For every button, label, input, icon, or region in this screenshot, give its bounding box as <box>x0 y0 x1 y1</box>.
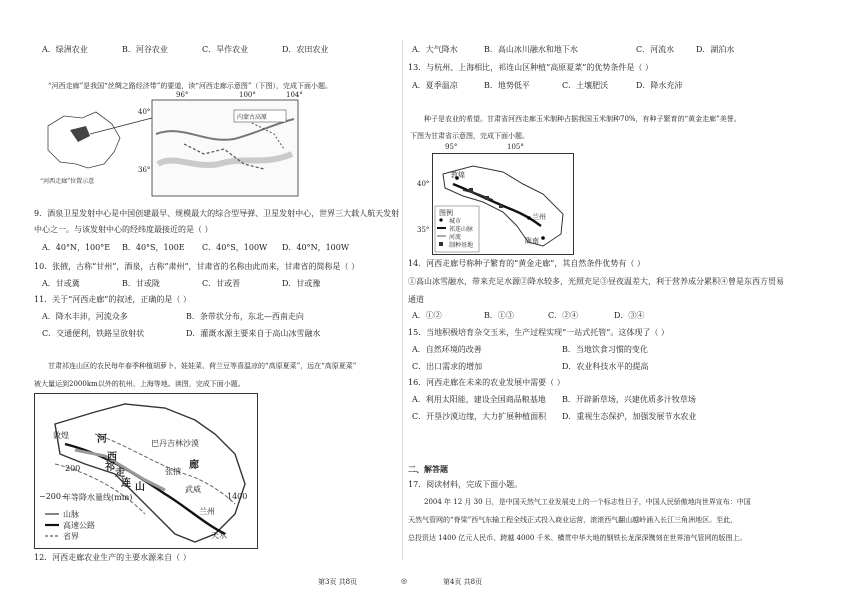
question-11-stem: 11．关于“河西走廊”的叙述，正确的是（ ） <box>34 295 191 304</box>
map2-place-tianshui: 天水 <box>211 531 227 540</box>
q16-option-a: A．利用太阳能，建设全国商品粮基地 <box>412 395 546 404</box>
map2-place-badain-jaran: 巴丹吉林沙漠 <box>151 439 199 448</box>
intro-text-3b: 下图为甘肃省示意图，完成下面小题。 <box>410 132 529 140</box>
q15-option-c: C．出口需求的增加 <box>412 362 483 371</box>
map3-place-lanzhou: 兰州 <box>532 213 546 221</box>
map1-lat-40: 40° <box>138 108 151 116</box>
map2-char-xi: 西 <box>107 452 117 463</box>
footer-center-mark: ◎ <box>401 577 408 585</box>
q10-option-b: B．甘或陇 <box>122 279 160 288</box>
map2-char-qi: 祁 <box>105 462 115 473</box>
map2-legend-prefix: ~200~ <box>39 492 68 501</box>
map1-lat-36: 36° <box>138 166 151 174</box>
map2-char-shan: 山 <box>135 482 145 493</box>
q12-option-d: D．湖泊水 <box>696 45 735 54</box>
q9-option-d: D．40°N，100W <box>282 243 350 252</box>
map2-char-he: 河 <box>97 434 107 445</box>
q12-option-c: C．河流水 <box>636 45 675 54</box>
q8-option-c: C．旱作农业 <box>202 45 249 54</box>
q12-option-a: A．大气降水 <box>412 45 458 54</box>
q14-option-c: C．②④ <box>548 311 579 320</box>
q12-option-b: B．高山冰川融水和地下水 <box>484 45 578 54</box>
q9-option-a: A．40°N，100°E <box>42 243 111 252</box>
map2-char-zou: 走 <box>115 468 125 479</box>
map3-legend-qilian: 祁连山脉 <box>449 226 474 233</box>
map2-place-dunhuang: 敦煌 <box>53 431 69 440</box>
hexi-corridor-map-svg <box>34 94 302 202</box>
q11-option-b: B．条带状分布，东北—西南走向 <box>186 312 304 321</box>
map3-lon-105: 105° <box>507 143 524 151</box>
q9-option-c: C．40°S，100W <box>202 243 268 252</box>
question-12-stem: 12．河西走廊农业生产的主要水源来自（ ） <box>34 553 191 562</box>
map3-legend-city: 城市 <box>449 218 462 225</box>
q14-option-a: A．①② <box>412 311 442 320</box>
intro-text-2b: 被大量运到2000km以外的杭州、上海等地。读图，完成下面小题。 <box>34 380 245 388</box>
q15-option-d: D．农业科技水平的提高 <box>562 362 649 371</box>
q11-option-a: A．降水丰沛，河流众多 <box>42 312 128 321</box>
material-line-2: 天然气管网的“脊梁”西气东输工程全线正式投入商业运营，滚滚西气翻山越岭涌入长江三角洲地区。至此， <box>408 516 738 524</box>
footer-page-left: 第3页 共8页 <box>318 578 358 586</box>
q8-option-d: D．农田农业 <box>282 45 329 54</box>
map1-lon-104: 104° <box>286 91 303 99</box>
section-2-heading: 二、解答题 <box>408 464 448 474</box>
map3-legend-title: 图例 <box>439 209 453 217</box>
q15-option-a: A．自然环境的改善 <box>412 345 482 354</box>
map3-lat-40: 40° <box>417 180 430 188</box>
question-17-stem: 17．阅读材料，完成下面小题。 <box>408 480 523 489</box>
qilian-map <box>34 393 258 549</box>
q10-option-a: A．甘或冀 <box>42 279 80 288</box>
map2-legend-highway: 高速公路 <box>63 521 95 530</box>
map2-char-lian: 连 <box>121 478 131 489</box>
q16-option-b: B．开辟新草场，兴建优质多汁牧草场 <box>562 395 696 404</box>
map2-legend-isoline: 年等降水量线(mm) <box>63 493 133 502</box>
q14-option-d: D．③④ <box>614 311 645 320</box>
map3-legend-river: 河流 <box>449 234 462 241</box>
question-13-stem: 13．与杭州、上海相比，祁连山区种植“高原夏菜”的优势条件是（ ） <box>408 63 653 72</box>
hexi-corridor-map <box>34 91 303 202</box>
material-line-3: 总投资达 1400 亿元人民币、跨越 4000 千米、横贯中华大地的钢铁长龙深深镌刻在世界油气管网的版图上。 <box>408 534 747 542</box>
question-16-stem: 16．河西走廊在未来的农业发展中需要（ ） <box>408 378 565 387</box>
q8-option-a: A．绿洲农业 <box>42 45 88 54</box>
q11-option-c: C．交通便利，铁路呈放射状 <box>42 329 145 338</box>
q16-option-c: C．开垦沙漠边缘，大力扩展种植面积 <box>412 412 547 421</box>
question-15-stem: 15．当地积极培育杂交玉米，生产过程实现“一站式托管”。这体现了（ ） <box>408 328 669 337</box>
q8-option-b: B．河谷农业 <box>122 45 168 54</box>
map3-lat-35: 35° <box>417 226 430 234</box>
question-14-detail-a: ①高山冰雪融水，带来充足水源②降水较多，光照充足③昼夜温差大，利于营养成分累积④曾是东西方贸易 <box>408 277 784 286</box>
map2-place-wuwei: 武威 <box>185 485 201 494</box>
map3-place-dunhuang: 敦煌 <box>451 171 465 179</box>
map1-inset-label: “河西走廊”位置示意 <box>40 178 95 185</box>
question-14-detail-b: 通道 <box>408 295 424 304</box>
q10-option-d: D．甘或豫 <box>282 279 321 288</box>
question-14-stem: 14．河西走廊号称种子繁育的“黄金走廊”，其自然条件优势有（ ） <box>408 259 645 268</box>
material-line-1: 2004 年 12 月 30 日，是中国天然气工业发展史上的一个标志性日子，中国人民骄傲地向世界宣布：中国 <box>424 498 751 506</box>
q13-option-d: D．降水充沛 <box>636 81 683 90</box>
map3-place-longnan: 陇南 <box>525 237 539 245</box>
column-divider <box>402 40 403 560</box>
intro-text-2a: 甘肃祁连山区的农民每年春季种植胡萝卜、娃娃菜、荷兰豆等喜温凉的“高原夏菜”，远在“高原夏菜” <box>48 362 357 370</box>
map1-lon-96: 96° <box>176 91 189 99</box>
question-10-stem: 10．张掖，古称“甘州”，酒泉，古称“肃州”，甘肃省的名称由此而来，甘肃省的简称是（ ） <box>34 262 360 271</box>
q13-option-a: A．夏季温凉 <box>412 81 458 90</box>
map2-isoline-200: 200 <box>65 464 81 473</box>
question-9-stem: 9．酒泉卫星发射中心是中国创建最早、规模最大的综合型导弹、卫星发射中心，世界三大载人航天发射中心之一。与该发射中心的经纬度最接近的是（ ） <box>34 209 400 234</box>
q13-option-c: C．土壤肥沃 <box>562 81 609 90</box>
q11-option-d: D．灌溉水源主要来自于高山冰雪融水 <box>186 329 321 338</box>
map2-place-zhangye: 张掖 <box>165 467 181 476</box>
map2-isoline-1400: 1400 <box>227 492 248 501</box>
map2-legend-mountain: 山脉 <box>63 510 79 519</box>
map3-lon-95: 95° <box>445 143 458 151</box>
q15-option-b: B．当地饮食习惯的变化 <box>562 345 648 354</box>
footer-page-right: 第4页 共8页 <box>443 578 483 586</box>
map3-legend-seed-base: 制种基地 <box>449 242 474 249</box>
map2-char-lang: 廊 <box>189 460 199 471</box>
q13-option-b: B．地势低平 <box>484 81 530 90</box>
map2-legend-boundary: 省界 <box>63 532 79 541</box>
gansu-map <box>417 143 574 255</box>
map2-place-lanzhou: 兰州 <box>199 507 215 516</box>
intro-text-1: “河西走廊”是我国“丝绸之路经济带”的要道，读“河西走廊示意图”（下图），完成下面小题。 <box>48 82 332 90</box>
q9-option-b: B．40°S，100E <box>122 243 185 252</box>
map1-region-label: 内蒙古高原 <box>237 114 268 121</box>
q16-option-d: D．重视生态保护，加强发展节水农业 <box>562 412 697 421</box>
intro-text-3a: 种子是农业的希望。甘肃省河西走廊玉米制种占据我国玉米制种70%，有种子繁育的“黄金走廊”美誉。 <box>424 115 741 123</box>
q10-option-c: C．甘或晋 <box>202 279 241 288</box>
map1-lon-100: 100° <box>239 91 256 99</box>
q14-option-b: B．①③ <box>484 311 514 320</box>
